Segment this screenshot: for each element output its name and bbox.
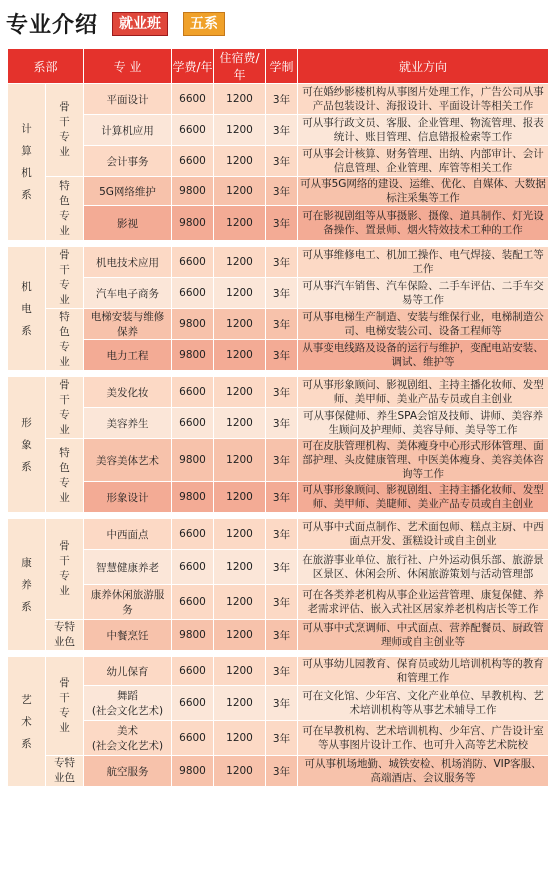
study-years: 3年 <box>266 247 298 278</box>
study-years: 3年 <box>266 146 298 177</box>
tag-five-departments: 五系 <box>183 12 225 36</box>
major-name: 中餐烹饪 <box>84 620 172 651</box>
dorm-fee: 1200 <box>214 146 266 177</box>
employment-direction: 可从事保健师、养生SPA会馆及技师、讲师、美容养生顾问及护理师、美容导师、美导等工作 <box>298 408 549 439</box>
tuition-fee: 6600 <box>172 247 214 278</box>
dorm-fee: 1200 <box>214 408 266 439</box>
tuition-fee: 6600 <box>172 550 214 585</box>
dorm-fee: 1200 <box>214 585 266 620</box>
group-label-cell: 专特 业色 <box>46 756 84 787</box>
major-name: 形象设计 <box>84 482 172 513</box>
dorm-fee: 1200 <box>214 377 266 408</box>
major-name: 电梯安装与维修保养 <box>84 309 172 340</box>
study-years: 3年 <box>266 686 298 721</box>
employment-direction: 在旅游事业单位、旅行社、户外运动俱乐部、旅游景区景区、休闲会所、休闲旅游策划与活动管理部 <box>298 550 549 585</box>
major-name: 航空服务 <box>84 756 172 787</box>
group-label-cell: 特 色 专 业 <box>46 177 84 241</box>
dorm-fee: 1200 <box>214 247 266 278</box>
tuition-fee: 9800 <box>172 439 214 482</box>
dorm-fee: 1200 <box>214 439 266 482</box>
group-label-cell: 骨 干 专 业 <box>46 377 84 439</box>
employment-direction: 从事变电线路及设备的运行与维护，变配电站安装、调试、维护等 <box>298 340 549 371</box>
table-row <box>8 340 549 371</box>
dept-cell: 形 象 系 <box>8 377 46 513</box>
tag-employment-class: 就业班 <box>112 12 168 36</box>
table-row <box>8 408 549 439</box>
employment-direction: 可从事电梯生产制造、安装与维保行业，电梯制造公司、电梯安装公司、设备工程师等 <box>298 309 549 340</box>
employment-direction: 可从事形象顾问、影视剧组、主持主播化妆师、发型师、美甲师、美睫师、美业产品专员或自主创业 <box>298 482 549 513</box>
tuition-fee: 9800 <box>172 177 214 206</box>
group-label-cell: 骨 干 专 业 <box>46 519 84 620</box>
dorm-fee: 1200 <box>214 278 266 309</box>
employment-direction: 可从事会计核算、财务管理、出纳、内部审计、会计信息管理、企业管理、库管等相关工作 <box>298 146 549 177</box>
col-header-fee: 学费/年 <box>172 49 214 84</box>
employment-direction: 可从事行政文员、客服、企业管理、物流管理、报表统计、账目管理、信息错报检索等工作 <box>298 115 549 146</box>
table-header-row <box>8 49 549 84</box>
tuition-fee: 6600 <box>172 686 214 721</box>
col-header-major: 专 业 <box>84 49 172 84</box>
dorm-fee: 1200 <box>214 721 266 756</box>
tuition-fee: 6600 <box>172 657 214 686</box>
tuition-fee: 9800 <box>172 756 214 787</box>
study-years: 3年 <box>266 620 298 651</box>
dorm-fee: 1200 <box>214 519 266 550</box>
dept-cell: 计 算 机 系 <box>8 84 46 241</box>
major-name: 会计事务 <box>84 146 172 177</box>
table-row <box>8 482 549 513</box>
group-label-cell: 骨 干 专 业 <box>46 84 84 177</box>
tuition-fee: 9800 <box>172 309 214 340</box>
tuition-fee: 6600 <box>172 721 214 756</box>
major-name: 中西面点 <box>84 519 172 550</box>
tuition-fee: 6600 <box>172 377 214 408</box>
dorm-fee: 1200 <box>214 177 266 206</box>
major-name: 舞蹈 (社会文化艺术) <box>84 686 172 721</box>
study-years: 3年 <box>266 377 298 408</box>
study-years: 3年 <box>266 657 298 686</box>
table-row <box>8 115 549 146</box>
col-header-dorm: 住宿费/年 <box>214 49 266 84</box>
table-row <box>8 686 549 721</box>
major-table <box>7 48 549 787</box>
employment-direction: 可从事维修电工、机加工操作、电气焊接、装配工等工作 <box>298 247 549 278</box>
major-name: 机电技术应用 <box>84 247 172 278</box>
dorm-fee: 1200 <box>214 482 266 513</box>
table-row <box>8 439 549 482</box>
employment-direction: 可在皮肤管理机构、美体瘦身中心形式形体管理、面部护理、头皮健康管理、中医美体瘦身、美容美体咨询等工作 <box>298 439 549 482</box>
tuition-fee: 6600 <box>172 585 214 620</box>
table-row <box>8 721 549 756</box>
tuition-fee: 6600 <box>172 146 214 177</box>
study-years: 3年 <box>266 482 298 513</box>
employment-direction: 可在文化馆、少年宫、文化产业单位、早教机构、艺术培训机构等从事艺术辅导工作 <box>298 686 549 721</box>
dorm-fee: 1200 <box>214 657 266 686</box>
major-name: 平面设计 <box>84 84 172 115</box>
study-years: 3年 <box>266 206 298 241</box>
major-name: 康养休闲旅游服务 <box>84 585 172 620</box>
tuition-fee: 9800 <box>172 620 214 651</box>
tuition-fee: 6600 <box>172 519 214 550</box>
study-years: 3年 <box>266 439 298 482</box>
table-row <box>8 657 549 686</box>
dorm-fee: 1200 <box>214 115 266 146</box>
employment-direction: 可从事中式烹调师、中式面点、营养配餐员、厨政管理师或自主创业等 <box>298 620 549 651</box>
dorm-fee: 1200 <box>214 550 266 585</box>
study-years: 3年 <box>266 721 298 756</box>
employment-direction: 可从事机场地勤、城铁安检、机场消防、VIP客服、高端酒店、会议服务等 <box>298 756 549 787</box>
study-years: 3年 <box>266 408 298 439</box>
study-years: 3年 <box>266 550 298 585</box>
group-label-cell: 骨 干 专 业 <box>46 247 84 309</box>
group-label-cell: 特 色 专 业 <box>46 309 84 371</box>
study-years: 3年 <box>266 519 298 550</box>
dorm-fee: 1200 <box>214 756 266 787</box>
table-row <box>8 756 549 787</box>
table-row <box>8 247 549 278</box>
study-years: 3年 <box>266 115 298 146</box>
dept-cell: 康 养 系 <box>8 519 46 651</box>
major-name: 美术 (社会文化艺术) <box>84 721 172 756</box>
tuition-fee: 9800 <box>172 482 214 513</box>
study-years: 3年 <box>266 278 298 309</box>
table-row <box>8 309 549 340</box>
tuition-fee: 6600 <box>172 278 214 309</box>
major-name: 影视 <box>84 206 172 241</box>
tuition-fee: 9800 <box>172 206 214 241</box>
tuition-fee: 9800 <box>172 340 214 371</box>
major-name: 智慧健康养老 <box>84 550 172 585</box>
employment-direction: 可在各类养老机构从事企业运营管理、康复保健、养老需求评估、嵌入式社区居家养老机构店长等工作 <box>298 585 549 620</box>
dorm-fee: 1200 <box>214 84 266 115</box>
employment-direction: 可从事汽车销售、汽车保险、二手车评估、二手车交易等工作 <box>298 278 549 309</box>
table-body <box>8 84 549 787</box>
group-label-cell: 骨 干 专 业 <box>46 657 84 756</box>
tuition-fee: 6600 <box>172 408 214 439</box>
employment-direction: 可从事幼儿园教育、保育员或幼儿培训机构等的教育和管理工作 <box>298 657 549 686</box>
dept-cell: 艺 术 系 <box>8 657 46 787</box>
table-row <box>8 177 549 206</box>
employment-direction: 可从事5G网络的建设、运维、优化、自媒体、大数据标注采集等工作 <box>298 177 549 206</box>
dorm-fee: 1200 <box>214 620 266 651</box>
table-row <box>8 278 549 309</box>
dorm-fee: 1200 <box>214 686 266 721</box>
study-years: 3年 <box>266 585 298 620</box>
table-row <box>8 84 549 115</box>
dorm-fee: 1200 <box>214 309 266 340</box>
study-years: 3年 <box>266 84 298 115</box>
table-row <box>8 585 549 620</box>
major-name: 汽车电子商务 <box>84 278 172 309</box>
table-row <box>8 377 549 408</box>
group-label-cell: 专特 业色 <box>46 620 84 651</box>
major-name: 美发化妆 <box>84 377 172 408</box>
major-name: 美容养生 <box>84 408 172 439</box>
tuition-fee: 6600 <box>172 115 214 146</box>
col-header-years: 学制 <box>266 49 298 84</box>
major-name: 幼儿保育 <box>84 657 172 686</box>
study-years: 3年 <box>266 340 298 371</box>
major-name: 计算机应用 <box>84 115 172 146</box>
table-row <box>8 206 549 241</box>
major-name: 电力工程 <box>84 340 172 371</box>
dorm-fee: 1200 <box>214 340 266 371</box>
employment-direction: 可在早教机构、艺术培训机构、少年宫、广告设计室等从事图片设计工作、也可升入高等艺术院校 <box>298 721 549 756</box>
table-row <box>8 519 549 550</box>
table-row <box>8 146 549 177</box>
page-header <box>0 0 553 50</box>
col-header-dept: 系部 <box>8 49 84 84</box>
dorm-fee: 1200 <box>214 206 266 241</box>
major-name: 5G网络维护 <box>84 177 172 206</box>
page-title: 专业介绍 <box>6 13 99 38</box>
dept-cell: 机 电 系 <box>8 247 46 371</box>
employment-direction: 可在婚纱影楼机构从事图片处理工作，广告公司从事产品包装设计、海报设计、平面设计等相关工作 <box>298 84 549 115</box>
employment-direction: 可从事中式面点制作、艺术面包师、糕点主厨、中西面点开发、蛋糕设计或自主创业 <box>298 519 549 550</box>
study-years: 3年 <box>266 177 298 206</box>
major-name: 美容美体艺术 <box>84 439 172 482</box>
employment-direction: 可从事形象顾问、影视剧组、主持主播化妆师、发型师、美甲师、美业产品专员或自主创业 <box>298 377 549 408</box>
study-years: 3年 <box>266 309 298 340</box>
study-years: 3年 <box>266 756 298 787</box>
group-label-cell: 特 色 专 业 <box>46 439 84 513</box>
employment-direction: 可在影视剧组等从事摄影、摄像、道具制作、灯光设备操作、置景师、烟火特效技术工种的工作 <box>298 206 549 241</box>
table-row <box>8 550 549 585</box>
col-header-direction: 就业方向 <box>298 49 549 84</box>
tuition-fee: 6600 <box>172 84 214 115</box>
table-row <box>8 620 549 651</box>
